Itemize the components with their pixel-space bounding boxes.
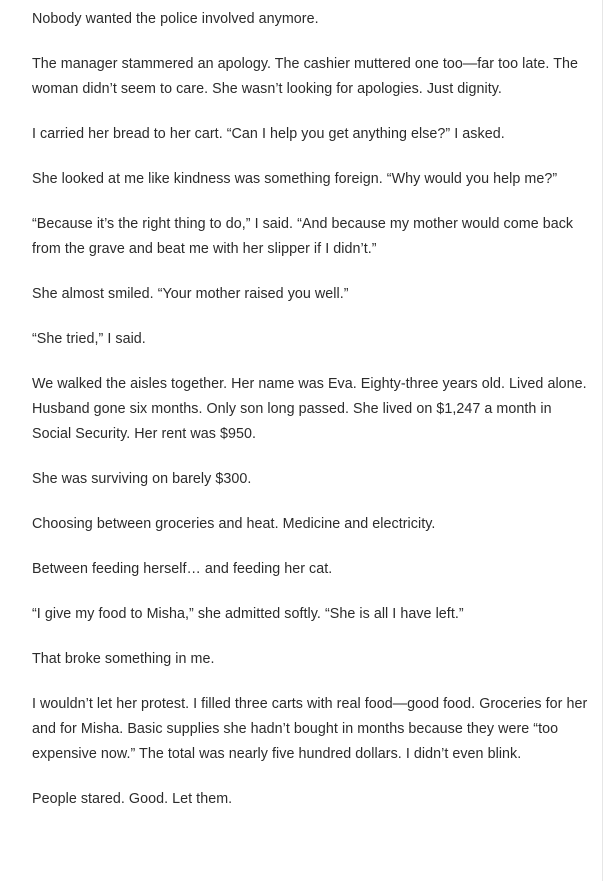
paragraph: “I give my food to Misha,” she admitted softly. “She is all I have left.” bbox=[32, 606, 464, 622]
paragraph: She was surviving on barely $300. bbox=[32, 471, 252, 487]
paragraph: “Because it’s the right thing to do,” I said. “And because my mother would come back from the grave and beat me with her slipper if I didn’t.” bbox=[32, 216, 574, 257]
scrollbar-edge bbox=[602, 0, 603, 881]
paragraph: Between feeding herself… and feeding her cat. bbox=[32, 561, 333, 577]
paragraph: “She tried,” I said. bbox=[32, 331, 146, 347]
paragraph: She almost smiled. “Your mother raised you well.” bbox=[32, 286, 349, 302]
paragraph: She looked at me like kindness was something foreign. “Why would you help me?” bbox=[32, 171, 558, 187]
paragraph: Choosing between groceries and heat. Medicine and electricity. bbox=[32, 516, 436, 532]
paragraph: That broke something in me. bbox=[32, 651, 215, 667]
paragraph: The manager stammered an apology. The cashier muttered one too—far too late. The woman didn’t seem to care. She wasn’t looking for apologies. Just dignity. bbox=[32, 56, 578, 97]
paragraph: I wouldn’t let her protest. I filled three carts with real food—good food. Groceries for her and for Misha. Basic supplies she hadn’t bought in months because they were “too expensive now.” The total was nearly five hundred dollars. I didn’t even blink. bbox=[32, 696, 588, 762]
paragraph: I carried her bread to her cart. “Can I help you get anything else?” I asked. bbox=[32, 126, 505, 142]
paragraph: We walked the aisles together. Her name was Eva. Eighty-three years old. Lived alone. Husband gone six months. Only son long passed. She lived on $1,247 a month in Social Security. Her rent was $950. bbox=[32, 376, 587, 442]
paragraph: People stared. Good. Let them. bbox=[32, 791, 233, 807]
paragraph: Nobody wanted the police involved anymore. bbox=[32, 11, 319, 27]
article-body bbox=[32, 7, 592, 832]
